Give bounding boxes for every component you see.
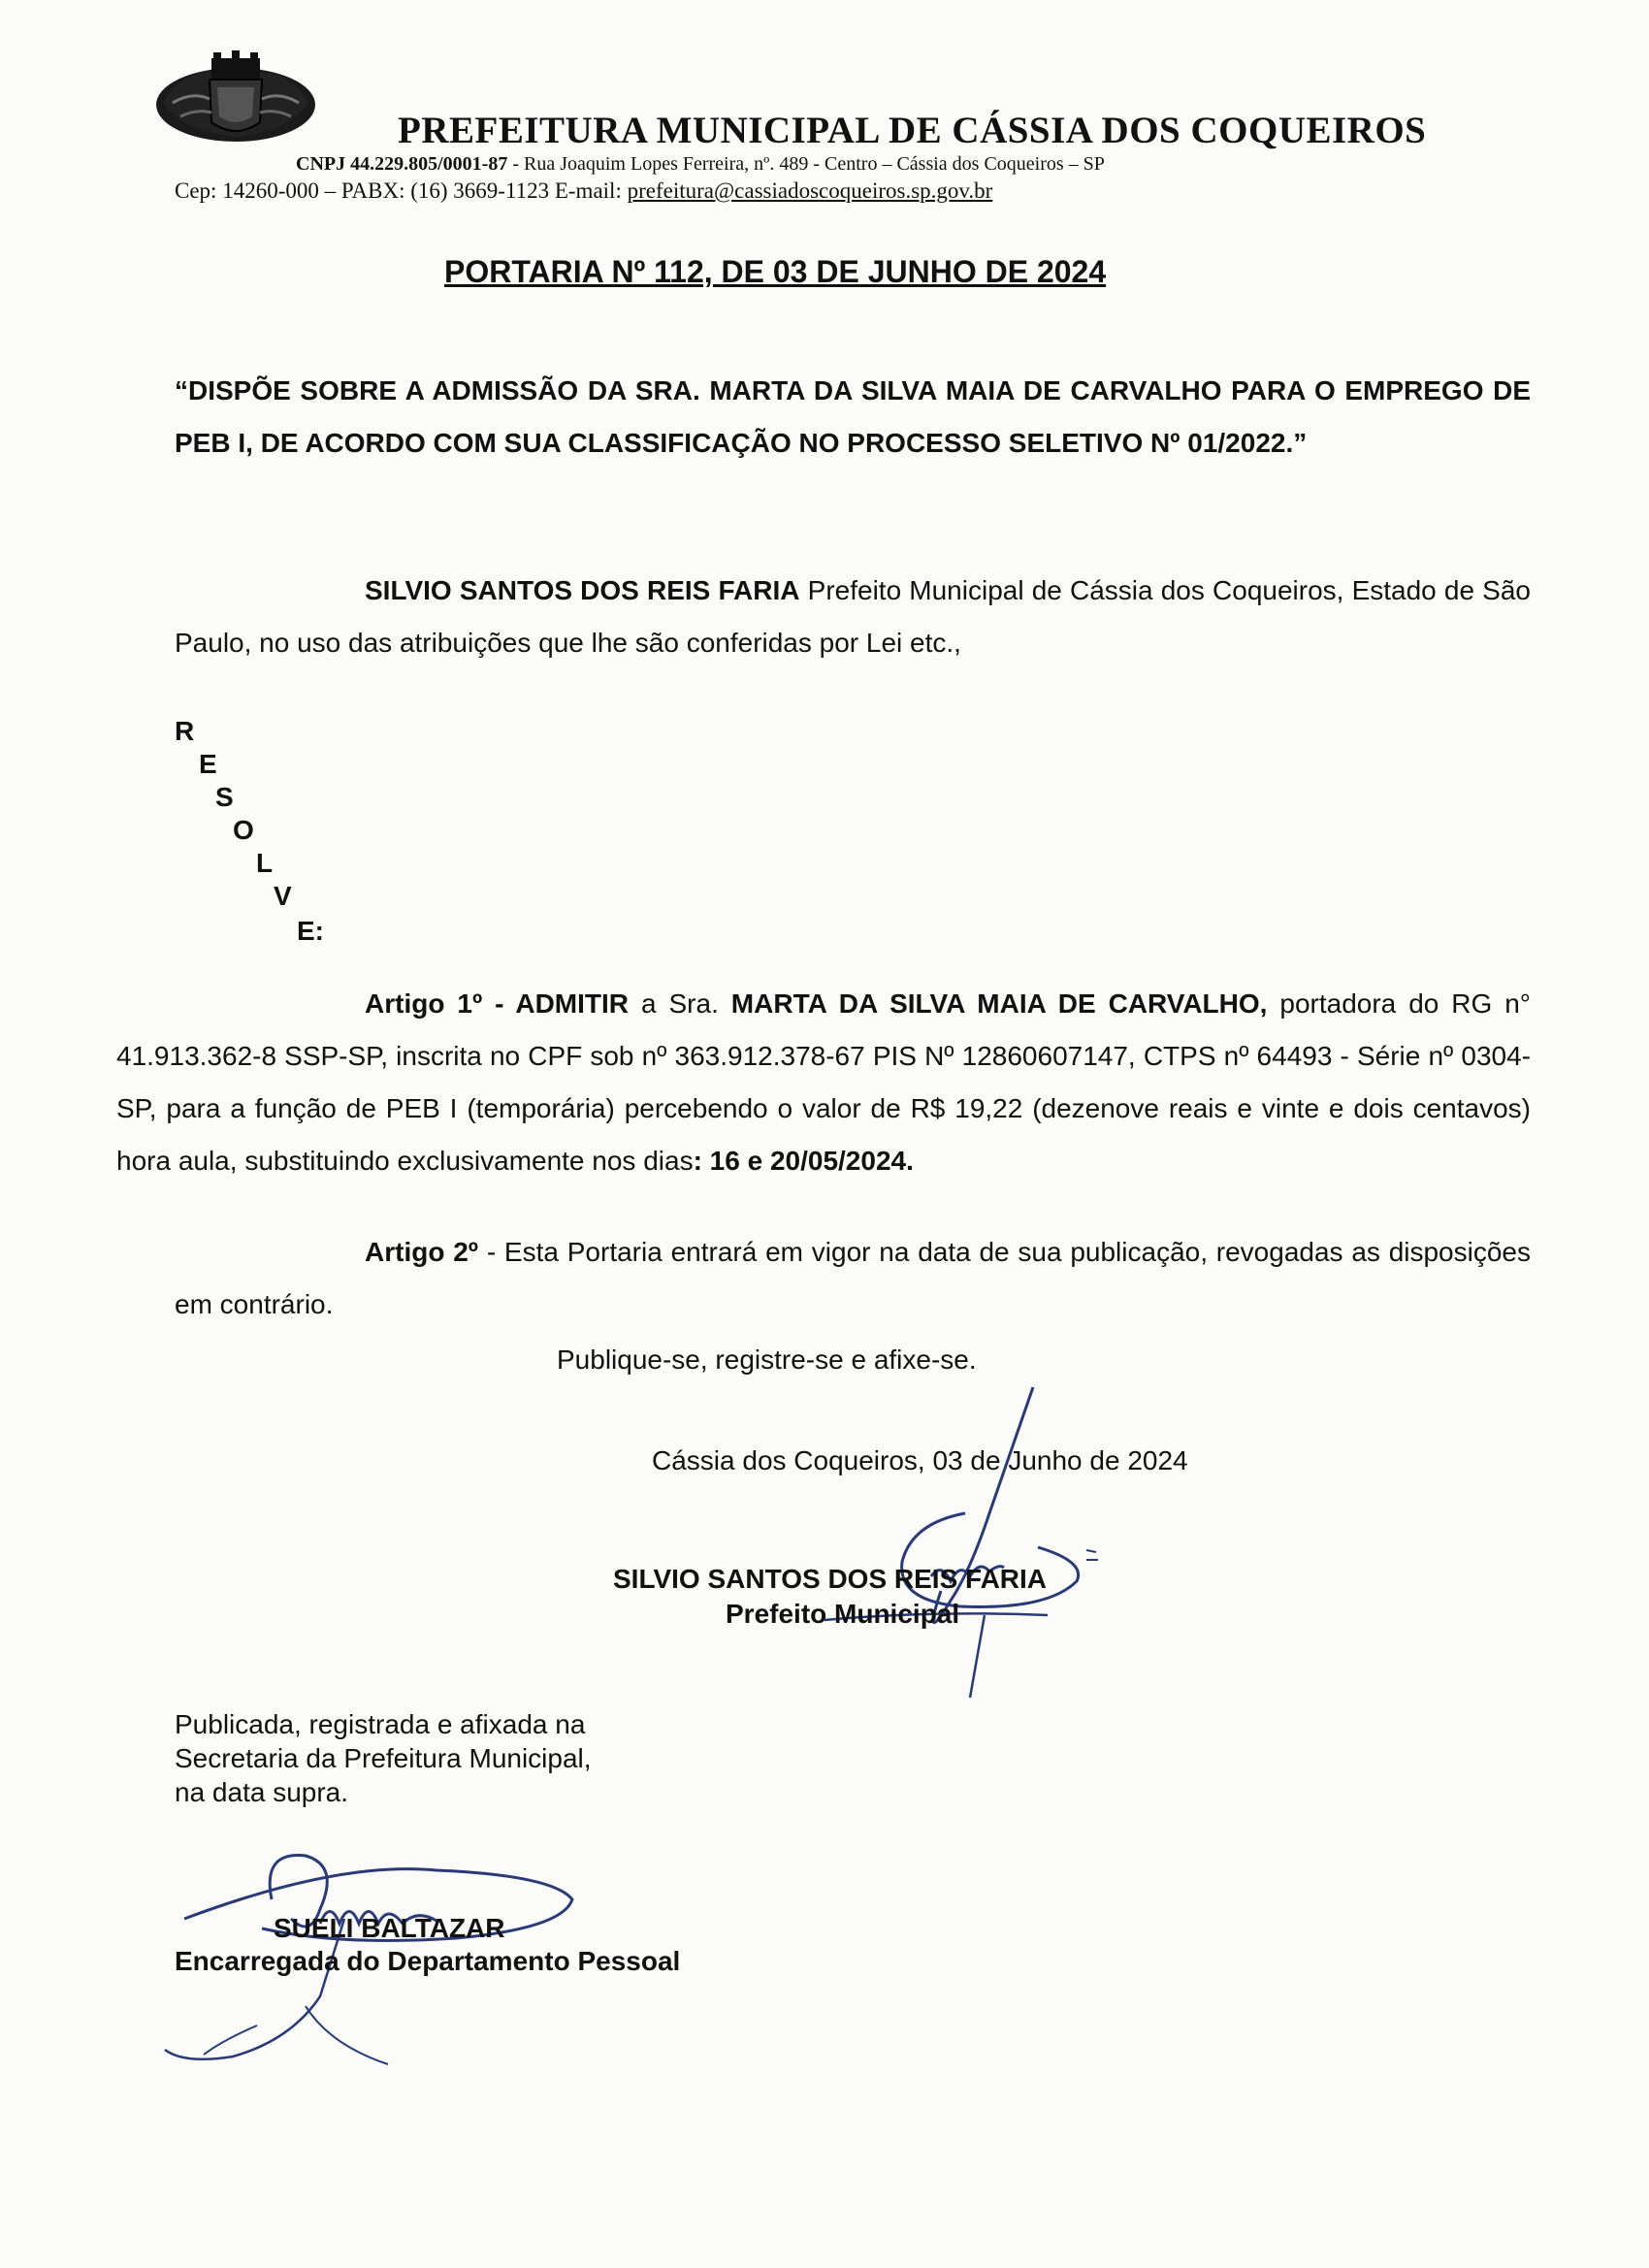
publicada-line: Publicada, registrada e afixada na [175,1709,586,1739]
resolve-letter: L [256,848,274,878]
header-title: PREFEITURA MUNICIPAL DE CÁSSIA DOS COQUEIROS [398,110,1427,151]
municipal-crest-icon [153,45,318,146]
header-cnpj: CNPJ 44.229.805/0001-87 [296,153,508,175]
header-cep-phone: Cep: 14260-000 – PABX: (16) 3669-1123 E-mail: [175,178,628,203]
header-address-line [296,153,1105,176]
header-email: prefeitura@cassiadoscoqueiros.sp.gov.br [627,178,993,203]
artigo-1-label: Artigo 1º - ADMITIR [365,988,630,1019]
publicada-line: Secretaria da Prefeitura Municipal, [175,1743,592,1773]
artigo-1-text-c: portadora do RG n° 41.913.362-8 SSP-SP, inscrita no CPF sob nº 363.912.378-67 PIS Nº 12860607147, CTPS nº 64493 - Série nº 0304-SP, para a função de PEB I (temporária) percebendo o valor de R$ 19,22 (dezenove reais e vinte e dois centavos) hora aula, substituindo exclusivamente nos dias [116,988,1532,1176]
publique-line: Publique-se, registre-se e afixe-se. [557,1345,977,1375]
resolve-letter: E [199,749,217,779]
artigo-1-text-a: a Sra [629,988,712,1019]
portaria-title: PORTARIA Nº 112, DE 03 DE JUNHO DE 2024 [444,254,1107,289]
signatory-1-role: Prefeito Municipal [726,1599,960,1629]
header-contact-line [175,178,992,204]
considerando-text: Prefeito Municipal de Cássia dos Coqueiros, Estado de São Paulo, no uso das atribuições que lhe são conferidas por Lei etc., [175,575,1532,658]
artigo-2-text: - Esta Portaria entrará em vigor na data de sua publicação, revogadas as disposições em contrário. [175,1237,1531,1319]
header-address: - Rua Joaquim Lopes Ferreira, nº. 489 - Centro – Cássia dos Coqueiros – SP [507,153,1105,175]
artigo-2-paragraph [175,1226,1531,1331]
resolve-letter: O [233,815,254,845]
resolve-letter: V [274,881,292,911]
considerando-paragraph [175,565,1531,669]
artigo-1-name: MARTA DA SILVA MAIA DE CARVALHO, [730,988,1268,1019]
signatory-2-role: Encarregada do Departamento Pessoal [175,1946,681,1976]
resolve-letter: R [175,716,195,746]
publicada-note [175,1707,718,1809]
mayor-name: SILVIO SANTOS DOS REIS FARIA [365,575,800,605]
resolve-letter: S [215,782,234,812]
signatory-2-name: SUELI BALTAZAR [274,1913,505,1943]
place-and-date: Cássia dos Coqueiros, 03 de Junho de 2024 [652,1445,1188,1475]
artigo-2-label: Artigo 2º [365,1237,479,1267]
publicada-line: na data supra. [175,1777,349,1807]
artigo-1-text-b: . [711,988,731,1019]
mayor-signature-icon [795,1377,1116,1727]
artigo-1-paragraph [116,978,1531,1187]
signatory-1-name: SILVIO SANTOS DOS REIS FARIA [613,1564,1048,1594]
ementa: “DISPÕE SOBRE A ADMISSÃO DA SRA. MARTA DA SILVA MAIA DE CARVALHO PARA O EMPREGO DE PEB I, DE ACORDO COM SUA CLASSIFICAÇÃO NO PROCESSO SELETIVO Nº 01/2022.” [175,375,1531,458]
resolve-letter: E: [297,916,324,946]
artigo-1-dates: : 16 e 20/05/2024. [693,1146,914,1176]
